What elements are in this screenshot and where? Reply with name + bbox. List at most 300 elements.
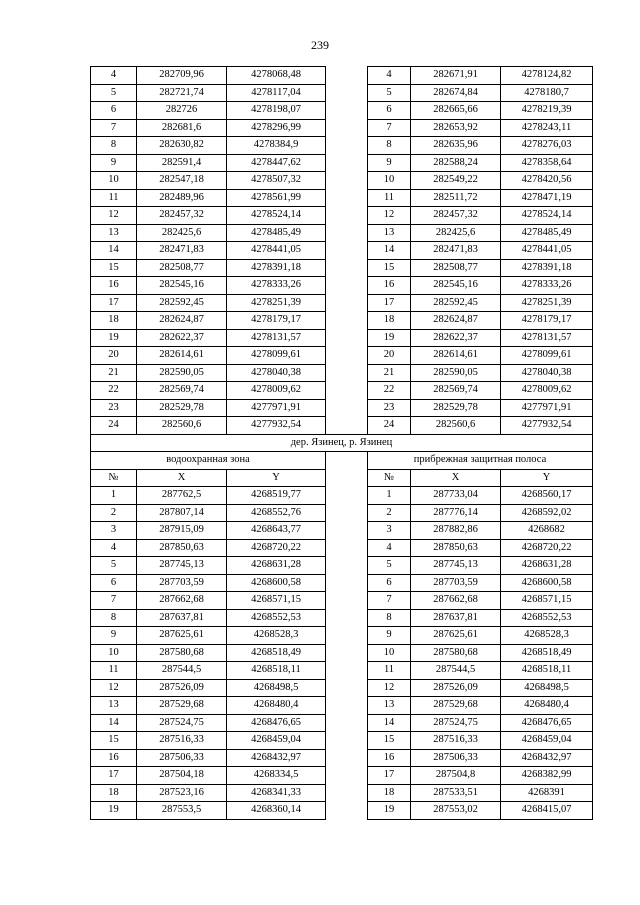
right-y-value: 4268476,65 [501,714,593,732]
column-gap [326,382,368,400]
right-x-value: 287882,86 [411,522,501,540]
column-gap [326,697,368,715]
column-gap [326,714,368,732]
right-point-number: 17 [368,294,411,312]
right-x-value: 282545,16 [411,277,501,295]
right-point-number: 2 [368,504,411,522]
left-x-value: 282624,87 [137,312,227,330]
right-y-value: 4278099,61 [501,347,593,365]
left-x-value: 287553,5 [137,802,227,820]
column-gap [326,172,368,190]
right-y-value: 4278276,03 [501,137,593,155]
left-point-number: 15 [91,259,137,277]
column-gap [326,469,368,487]
lower-table-row [91,592,593,610]
right-x-value: 287662,68 [411,592,501,610]
column-gap [326,312,368,330]
right-y-value: 4268498,5 [501,679,593,697]
column-gap [326,277,368,295]
left-x-value: 282592,45 [137,294,227,312]
left-x-value: 287544,5 [137,662,227,680]
right-y-value: 4268600,58 [501,574,593,592]
left-point-number: 24 [91,417,137,435]
lower-table-row [91,557,593,575]
section-header [91,434,593,487]
left-point-number: 16 [91,277,137,295]
right-y-value: 4278441,05 [501,242,593,260]
left-y-value: 4268459,04 [227,732,326,750]
left-x-value: 287662,68 [137,592,227,610]
left-x-value: 282726 [137,102,227,120]
left-x-value: 282457,32 [137,207,227,225]
left-point-number: 23 [91,399,137,417]
right-y-value: 4278040,38 [501,364,593,382]
left-y-value: 4268518,11 [227,662,326,680]
right-x-value: 282471,83 [411,242,501,260]
right-point-number: 8 [368,609,411,627]
right-x-value: 282622,37 [411,329,501,347]
right-point-number: 11 [368,189,411,207]
right-point-number: 14 [368,242,411,260]
lower-table-row [91,749,593,767]
right-point-number: 11 [368,662,411,680]
upper-table-row [91,259,593,277]
right-point-number: 5 [368,84,411,102]
upper-table-row [91,119,593,137]
right-x-value: 287625,61 [411,627,501,645]
column-gap [326,662,368,680]
left-y-value: 4278391,18 [227,259,326,277]
left-header-y: Y [227,469,326,487]
left-y-value: 4268552,76 [227,504,326,522]
left-point-number: 14 [91,242,137,260]
left-x-value: 282681,6 [137,119,227,137]
right-point-number: 16 [368,749,411,767]
right-x-value: 282560,6 [411,417,501,435]
column-gap [326,749,368,767]
left-x-value: 287506,33 [137,749,227,767]
lower-table-row [91,802,593,820]
right-y-value: 4268518,11 [501,662,593,680]
upper-table-row [91,347,593,365]
lower-table-row [91,504,593,522]
left-x-value: 287516,33 [137,732,227,750]
lower-table-row [91,627,593,645]
right-point-number: 3 [368,522,411,540]
left-x-value: 287915,09 [137,522,227,540]
left-point-number: 11 [91,189,137,207]
right-point-number: 19 [368,802,411,820]
upper-table-row [91,312,593,330]
right-x-value: 282614,61 [411,347,501,365]
left-y-value: 4268519,77 [227,487,326,505]
column-gap [326,189,368,207]
left-point-number: 4 [91,539,137,557]
column-gap [326,399,368,417]
left-x-value: 287637,81 [137,609,227,627]
right-point-number: 7 [368,119,411,137]
left-x-value: 282721,74 [137,84,227,102]
left-point-number: 13 [91,224,137,242]
left-x-value: 282630,82 [137,137,227,155]
left-x-value: 287807,14 [137,504,227,522]
left-point-number: 21 [91,364,137,382]
left-y-value: 4278198,07 [227,102,326,120]
left-point-number: 6 [91,102,137,120]
left-point-number: 19 [91,329,137,347]
upper-table-row [91,207,593,225]
right-y-value: 4278009,62 [501,382,593,400]
column-gap [326,242,368,260]
lower-table-row [91,609,593,627]
left-point-number: 18 [91,312,137,330]
left-x-value: 287850,63 [137,539,227,557]
left-y-value: 4278099,61 [227,347,326,365]
left-point-number: 5 [91,84,137,102]
right-point-number: 4 [368,539,411,557]
column-gap [326,452,368,470]
section-title: дер. Язинец, р. Язинец [91,434,593,452]
left-y-value: 4278040,38 [227,364,326,382]
left-x-value: 287745,13 [137,557,227,575]
left-x-value: 282471,83 [137,242,227,260]
lower-table-row [91,767,593,785]
left-y-value: 4268360,14 [227,802,326,820]
lower-table-row [91,697,593,715]
left-zone-title: водоохранная зона [91,452,326,470]
lower-coordinates [91,487,593,820]
left-point-number: 1 [91,487,137,505]
right-x-value: 287524,75 [411,714,501,732]
left-x-value: 287625,61 [137,627,227,645]
lower-table-row [91,662,593,680]
left-x-value: 282547,18 [137,172,227,190]
right-point-number: 19 [368,329,411,347]
lower-table-row [91,714,593,732]
right-x-value: 282624,87 [411,312,501,330]
column-gap [326,767,368,785]
right-x-value: 287529,68 [411,697,501,715]
left-y-value: 4268518,49 [227,644,326,662]
upper-table-row [91,172,593,190]
right-point-number: 12 [368,679,411,697]
left-y-value: 4268334,5 [227,767,326,785]
left-header-number: № [91,469,137,487]
left-y-value: 4268341,33 [227,784,326,802]
right-y-value: 4268552,53 [501,609,593,627]
column-gap [326,802,368,820]
column-gap [326,417,368,435]
right-y-value: 4268391 [501,784,593,802]
right-x-value: 287544,5 [411,662,501,680]
right-header-y: Y [501,469,593,487]
column-gap [326,84,368,102]
upper-table-row [91,67,593,85]
right-x-value: 282635,96 [411,137,501,155]
right-zone-title: прибрежная защитная полоса [368,452,593,470]
upper-table-row [91,364,593,382]
right-x-value: 282457,32 [411,207,501,225]
right-y-value: 4278243,11 [501,119,593,137]
left-x-value: 282614,61 [137,347,227,365]
left-x-value: 282590,05 [137,364,227,382]
right-header-x: X [411,469,501,487]
right-point-number: 7 [368,592,411,610]
upper-table-row [91,137,593,155]
right-y-value: 4278131,57 [501,329,593,347]
left-x-value: 282508,77 [137,259,227,277]
left-point-number: 3 [91,522,137,540]
right-y-value: 4268528,3 [501,627,593,645]
right-x-value: 287506,33 [411,749,501,767]
right-point-number: 12 [368,207,411,225]
right-y-value: 4268415,07 [501,802,593,820]
right-x-value: 287533,51 [411,784,501,802]
right-y-value: 4278524,14 [501,207,593,225]
right-x-value: 282511,72 [411,189,501,207]
right-y-value: 4268518,49 [501,644,593,662]
left-y-value: 4277971,91 [227,399,326,417]
upper-table-row [91,224,593,242]
column-gap [326,259,368,277]
column-gap [326,154,368,172]
right-header-number: № [368,469,411,487]
left-y-value: 4268643,77 [227,522,326,540]
right-y-value: 4268720,22 [501,539,593,557]
right-point-number: 6 [368,102,411,120]
right-y-value: 4268480,4 [501,697,593,715]
left-point-number: 15 [91,732,137,750]
left-y-value: 4278251,39 [227,294,326,312]
left-x-value: 282545,16 [137,277,227,295]
right-x-value: 287580,68 [411,644,501,662]
right-y-value: 4278180,7 [501,84,593,102]
right-y-value: 4278391,18 [501,259,593,277]
right-x-value: 282665,66 [411,102,501,120]
left-y-value: 4268476,65 [227,714,326,732]
upper-table-row [91,102,593,120]
column-gap [326,487,368,505]
left-point-number: 20 [91,347,137,365]
column-gap [326,224,368,242]
left-y-value: 4278524,14 [227,207,326,225]
left-x-value: 287703,59 [137,574,227,592]
left-y-value: 4268480,4 [227,697,326,715]
left-point-number: 10 [91,644,137,662]
left-y-value: 4278131,57 [227,329,326,347]
left-point-number: 17 [91,294,137,312]
right-x-value: 287504,8 [411,767,501,785]
column-gap [326,644,368,662]
left-x-value: 287526,09 [137,679,227,697]
left-point-number: 14 [91,714,137,732]
column-gap [326,539,368,557]
right-x-value: 282592,45 [411,294,501,312]
left-y-value: 4278441,05 [227,242,326,260]
left-y-value: 4278179,17 [227,312,326,330]
left-point-number: 7 [91,592,137,610]
column-gap [326,102,368,120]
left-point-number: 9 [91,627,137,645]
left-point-number: 7 [91,119,137,137]
left-x-value: 287524,75 [137,714,227,732]
upper-table-row [91,294,593,312]
left-x-value: 282709,96 [137,67,227,85]
column-gap [326,67,368,85]
left-point-number: 18 [91,784,137,802]
left-header-x: X [137,469,227,487]
right-point-number: 23 [368,399,411,417]
right-point-number: 14 [368,714,411,732]
right-x-value: 287733,04 [411,487,501,505]
right-point-number: 10 [368,172,411,190]
left-x-value: 282591,4 [137,154,227,172]
left-x-value: 287504,18 [137,767,227,785]
right-y-value: 4278219,39 [501,102,593,120]
left-point-number: 6 [91,574,137,592]
left-y-value: 4278507,32 [227,172,326,190]
right-x-value: 282588,24 [411,154,501,172]
upper-table-row [91,382,593,400]
right-x-value: 287776,14 [411,504,501,522]
right-y-value: 4268382,99 [501,767,593,785]
left-y-value: 4277932,54 [227,417,326,435]
right-point-number: 10 [368,644,411,662]
left-x-value: 282569,74 [137,382,227,400]
column-gap [326,609,368,627]
upper-table-row [91,189,593,207]
left-point-number: 8 [91,137,137,155]
right-point-number: 15 [368,259,411,277]
column-gap [326,329,368,347]
right-y-value: 4268560,17 [501,487,593,505]
upper-table-row [91,84,593,102]
right-point-number: 18 [368,312,411,330]
right-x-value: 287703,59 [411,574,501,592]
column-gap [326,627,368,645]
right-y-value: 4268459,04 [501,732,593,750]
lower-table-row [91,522,593,540]
upper-table-row [91,329,593,347]
left-point-number: 12 [91,679,137,697]
right-x-value: 282549,22 [411,172,501,190]
left-y-value: 4278296,99 [227,119,326,137]
left-x-value: 282622,37 [137,329,227,347]
left-x-value: 287523,16 [137,784,227,802]
right-x-value: 282590,05 [411,364,501,382]
column-gap [326,119,368,137]
right-point-number: 16 [368,277,411,295]
left-y-value: 4278117,04 [227,84,326,102]
left-y-value: 4278485,49 [227,224,326,242]
left-y-value: 4268552,53 [227,609,326,627]
left-x-value: 282529,78 [137,399,227,417]
right-x-value: 282674,84 [411,84,501,102]
lower-table-row [91,679,593,697]
right-point-number: 24 [368,417,411,435]
left-x-value: 287529,68 [137,697,227,715]
right-x-value: 287850,63 [411,539,501,557]
right-y-value: 4278333,26 [501,277,593,295]
right-y-value: 4278358,64 [501,154,593,172]
right-x-value: 287526,09 [411,679,501,697]
right-y-value: 4278124,82 [501,67,593,85]
lower-table-row [91,732,593,750]
left-y-value: 4268571,15 [227,592,326,610]
left-x-value: 282425,6 [137,224,227,242]
right-y-value: 4268592,02 [501,504,593,522]
left-y-value: 4278068,48 [227,67,326,85]
upper-coordinates [91,67,593,435]
right-x-value: 282653,92 [411,119,501,137]
right-point-number: 18 [368,784,411,802]
lower-table-row [91,644,593,662]
upper-table-row [91,277,593,295]
left-y-value: 4268631,28 [227,557,326,575]
left-point-number: 11 [91,662,137,680]
column-gap [326,679,368,697]
right-y-value: 4277971,91 [501,399,593,417]
right-x-value: 287553,02 [411,802,501,820]
left-y-value: 4278561,99 [227,189,326,207]
right-y-value: 4277932,54 [501,417,593,435]
right-y-value: 4268682 [501,522,593,540]
left-point-number: 9 [91,154,137,172]
left-point-number: 13 [91,697,137,715]
upper-table-row [91,242,593,260]
left-point-number: 10 [91,172,137,190]
right-y-value: 4278485,49 [501,224,593,242]
right-point-number: 21 [368,364,411,382]
right-x-value: 287745,13 [411,557,501,575]
left-point-number: 16 [91,749,137,767]
right-point-number: 5 [368,557,411,575]
page-number: 239 [311,38,329,52]
column-gap [326,574,368,592]
right-point-number: 13 [368,697,411,715]
right-x-value: 282529,78 [411,399,501,417]
right-x-value: 282425,6 [411,224,501,242]
right-point-number: 13 [368,224,411,242]
column-gap [326,364,368,382]
lower-table-row [91,574,593,592]
left-y-value: 4278333,26 [227,277,326,295]
right-point-number: 22 [368,382,411,400]
left-point-number: 4 [91,67,137,85]
column-gap [326,592,368,610]
right-point-number: 20 [368,347,411,365]
left-y-value: 4268600,58 [227,574,326,592]
left-point-number: 12 [91,207,137,225]
column-gap [326,294,368,312]
left-point-number: 5 [91,557,137,575]
left-x-value: 287762,5 [137,487,227,505]
right-point-number: 9 [368,627,411,645]
right-point-number: 8 [368,137,411,155]
upper-table-row [91,399,593,417]
left-y-value: 4268720,22 [227,539,326,557]
left-point-number: 8 [91,609,137,627]
upper-table-row [91,154,593,172]
left-x-value: 282560,6 [137,417,227,435]
column-gap [326,522,368,540]
left-y-value: 4278447,62 [227,154,326,172]
column-gap [326,347,368,365]
lower-table-row [91,539,593,557]
right-y-value: 4278251,39 [501,294,593,312]
right-x-value: 282508,77 [411,259,501,277]
right-point-number: 17 [368,767,411,785]
